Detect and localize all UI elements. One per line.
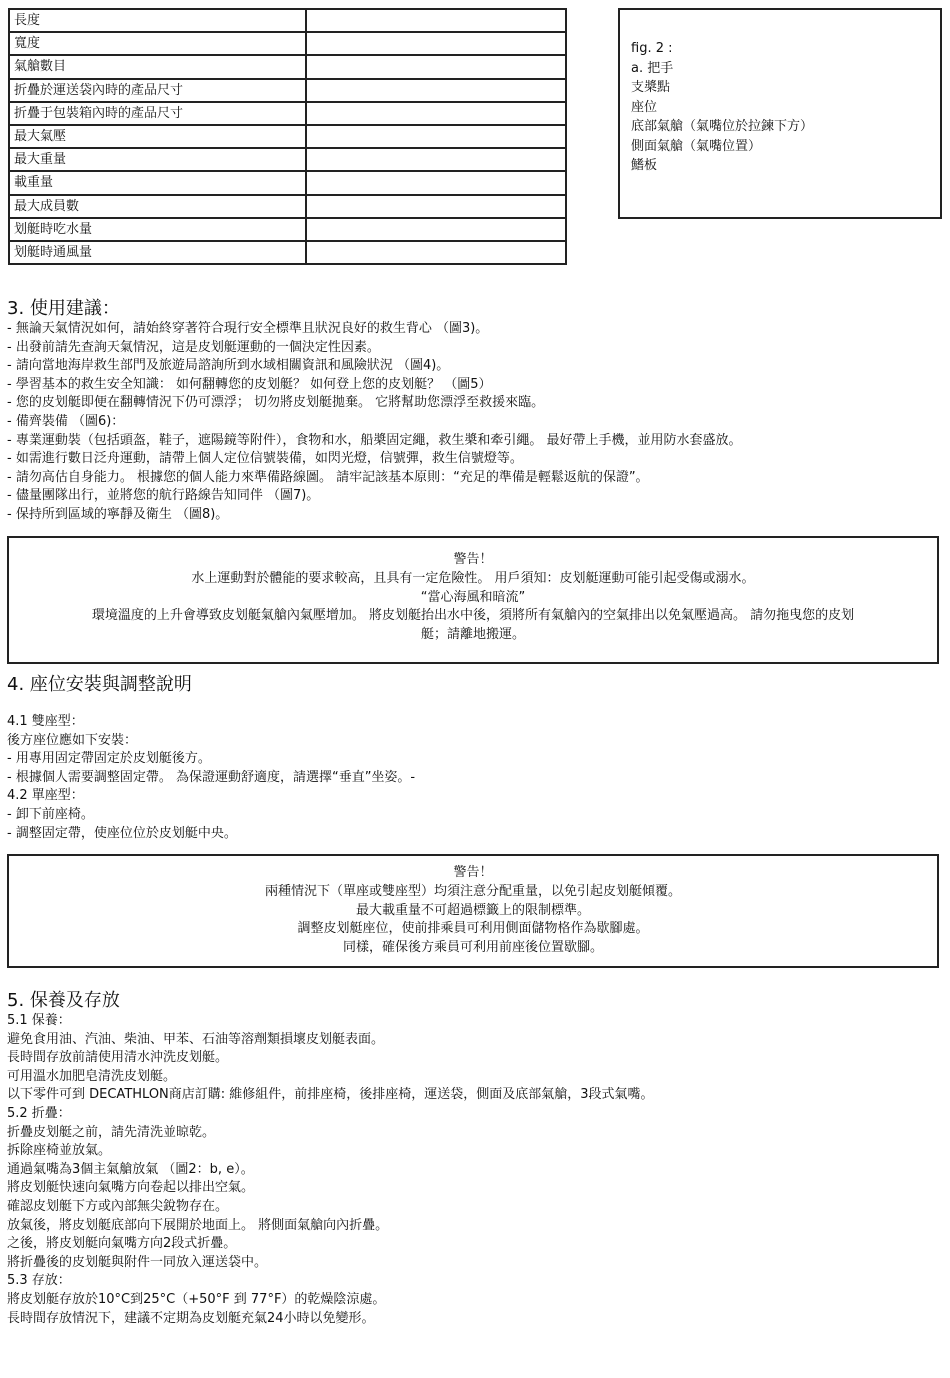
fig2-line: 座位 [631, 99, 658, 115]
paragraph-line: 可用溫水加肥皂清洗皮划艇。 [7, 1068, 177, 1084]
paragraph-line: 後方座位應如下安裝： [7, 732, 138, 748]
section-usage-advice [7, 298, 942, 525]
paragraph-line: 長時間存放情況下，建議不定期為皮划艇充氣24小時以免變形。 [7, 1310, 375, 1326]
paragraph-line: 將皮划艇存放於10°C到25°C（+50°F 到 77°F）的乾燥陰涼處。 [7, 1291, 386, 1307]
paragraph-line: 放氣後，將皮划艇底部向下展開於地面上。 將側面氣艙向內折疊。 [7, 1217, 389, 1233]
warning-line: 最大載重量不可超過標籤上的限制標準。 [355, 902, 590, 918]
paragraph-line: 將折疊後的皮划艇與附件一同放入運送袋中。 [7, 1254, 268, 1270]
paragraph-line: - 用專用固定帶固定於皮划艇後方。 [7, 751, 211, 767]
fig2-line: 側面氣艙（氣嘴位置） [631, 138, 762, 154]
fig2-line: 支槳點 [631, 80, 671, 95]
fig2-line: 鰭板 [631, 158, 658, 173]
warning-line: 同樣，確保後方乘員可利用前座後位置歇腳。 [342, 940, 603, 956]
paragraph-line: - 調整固定帶，使座位位於皮划艇中央。 [7, 825, 237, 841]
paragraph-line: - 專業運動裝（包括頭盔，鞋子，遮陽鏡等附件），食物和水，船槳固定繩，救生槳和牽引繩。 最好帶上手機，並用防水套盛放。 [7, 432, 742, 448]
spec-value [306, 125, 566, 148]
paragraph-line: 之後，將皮划艇向氣嘴方向2段式折疊。 [7, 1236, 237, 1252]
spec-label: 載重量 [9, 171, 306, 194]
paragraph-line: 將皮划艇快速向氣嘴方向卷起以排出空氣。 [7, 1180, 255, 1196]
warning-line: 艇；請離地搬運。 [420, 627, 525, 643]
paragraph-line: 確認皮划艇下方或內部無尖銳物存在。 [7, 1198, 229, 1214]
spec-value [306, 102, 566, 125]
paragraph-line: - 卸下前座椅。 [7, 806, 94, 822]
spec-label: 划艇時通風量 [9, 241, 306, 264]
section-title: 3. 使用建議： [7, 298, 120, 319]
paragraph-line: 以下零件可到 DECATHLON商店訂購: 維修組件，前排座椅，後排座椅，運送袋，側面及底部氣艙，3段式氣嘴。 [7, 1087, 654, 1103]
section-seat-installation [7, 674, 942, 843]
spec-label: 折疊於運送袋內時的產品尺寸 [9, 79, 306, 102]
warning-line: 環境溫度的上升會導致皮划艇氣艙內氣壓增加。 將皮划艇抬出水中後，須將所有氣艙內的空氣排出以免氣壓過高。 請勿拖曳您的皮划 [91, 608, 855, 624]
spec-value [306, 55, 566, 78]
table-row [9, 102, 566, 125]
paragraph-line: - 備齊裝備 （圖6)： [7, 413, 125, 429]
spec-label: 長度 [9, 9, 306, 32]
warning-line: 調整皮划艇座位，使前排乘員可利用側面儲物格作為歇腳處。 [297, 921, 649, 937]
paragraph-line: - 學習基本的救生安全知識： 如何翻轉您的皮划艇？ 如何登上您的皮划艇？ （圖5） [7, 376, 492, 392]
paragraph-line: 5.1 保養： [7, 1013, 71, 1028]
paragraph-line: - 請勿高估自身能力。 根據您的個人能力來準備路線圖。 請牢記該基本原則：“充足的準備是輕鬆返航的保證”。 [7, 469, 649, 485]
table-row [9, 55, 566, 78]
paragraph-line: - 如需進行數日泛舟運動，請帶上個人定位信號裝備，如閃光燈，信號彈，救生信號燈等。 [7, 451, 523, 467]
warning-box [7, 854, 939, 968]
table-row [9, 171, 566, 194]
spec-value [306, 218, 566, 241]
paragraph-line: - 保持所到區域的寧靜及衛生 （圖8)。 [7, 506, 229, 522]
fig2-line: a. 把手 [631, 60, 674, 76]
spec-label: 最大成員數 [9, 195, 306, 218]
spec-label: 最大重量 [9, 148, 306, 171]
paragraph-line: - 無論天氣情況如何，請始終穿著符合現行安全標準且狀況良好的救生背心 （圖3)。 [7, 321, 489, 336]
fig2-line: fig. 2 : [631, 41, 673, 56]
spec-value [306, 241, 566, 264]
paragraph-line: 避免食用油、汽油、柴油、甲苯、石油等溶劑類損壞皮划艇表面。 [7, 1031, 385, 1047]
section-maintenance-storage [7, 990, 942, 1328]
table-row [9, 195, 566, 218]
table-row [9, 218, 566, 241]
paragraph-line: 折疊皮划艇之前，請先清洗並晾乾。 [7, 1124, 216, 1140]
spec-label: 折疊于包裝箱內時的產品尺寸 [9, 102, 306, 125]
paragraph-line: 通過氣嘴為3個主氣艙放氣 （圖2：b, e）。 [7, 1161, 254, 1177]
table-row [9, 79, 566, 102]
spec-value [306, 79, 566, 102]
spec-value [306, 195, 566, 218]
spec-value [306, 32, 566, 55]
spec-value [306, 148, 566, 171]
fig2-legend-box [618, 8, 942, 219]
paragraph-line: 5.3 存放： [7, 1273, 71, 1289]
paragraph-line: 4.1 雙座型： [7, 714, 84, 729]
paragraph-line: - 您的皮划艇即便在翻轉情況下仍可漂浮； 切勿將皮划艇拋棄。 它將幫助您漂浮至救援來臨。 [7, 395, 545, 411]
paragraph-line: - 出發前請先查詢天氣情況，這是皮划艇運動的一個決定性因素。 [7, 339, 380, 355]
paragraph-line: 4.2 單座型： [7, 788, 84, 804]
table-row [9, 32, 566, 55]
spec-label: 最大氣壓 [9, 125, 306, 148]
paragraph-line: 拆除座椅並放氣。 [7, 1143, 112, 1159]
warning-line: 水上運動對於體能的要求較高，且具有一定危險性。 用戶須知：皮划艇運動可能引起受傷或溺水。 [191, 570, 755, 586]
section-title: 5. 保養及存放 [7, 990, 120, 1011]
warning-box [7, 536, 939, 664]
table-row [9, 125, 566, 148]
paragraph-line: 長時間存放前請使用清水沖洗皮划艇。 [7, 1050, 229, 1066]
spec-label: 氣艙數目 [9, 55, 306, 78]
spec-value [306, 171, 566, 194]
paragraph-line: - 根據個人需要調整固定帶。 為保證運動舒適度，請選擇“垂直”坐姿。- [7, 769, 416, 785]
warning-line: 兩種情況下（單座或雙座型）均須注意分配重量，以免引起皮划艇傾覆。 [264, 883, 681, 899]
fig2-line: 底部氣艙（氣嘴位於拉鍊下方） [631, 119, 814, 134]
warning-line: 警告！ [453, 552, 493, 567]
spec-label: 划艇時吃水量 [9, 218, 306, 241]
spec-label: 寬度 [9, 32, 306, 55]
fig2-legend [631, 39, 813, 176]
paragraph-line: - 儘量團隊出行，並將您的航行路線告知同伴 （圖7)。 [7, 488, 320, 504]
warning-line: “當心海風和暗流” [420, 589, 526, 605]
table-row [9, 241, 566, 264]
warning-line: 警告！ [453, 865, 493, 880]
spec-table [8, 8, 567, 265]
table-row [9, 9, 566, 32]
paragraph-line: 5.2 折疊： [7, 1105, 71, 1121]
table-row [9, 148, 566, 171]
paragraph-line: - 請向當地海岸救生部門及旅遊局諮詢所到水域相關資訊和風險狀況 （圖4)。 [7, 358, 450, 374]
spec-value [306, 9, 566, 32]
section-title: 4. 座位安裝與調整說明 [7, 674, 192, 695]
